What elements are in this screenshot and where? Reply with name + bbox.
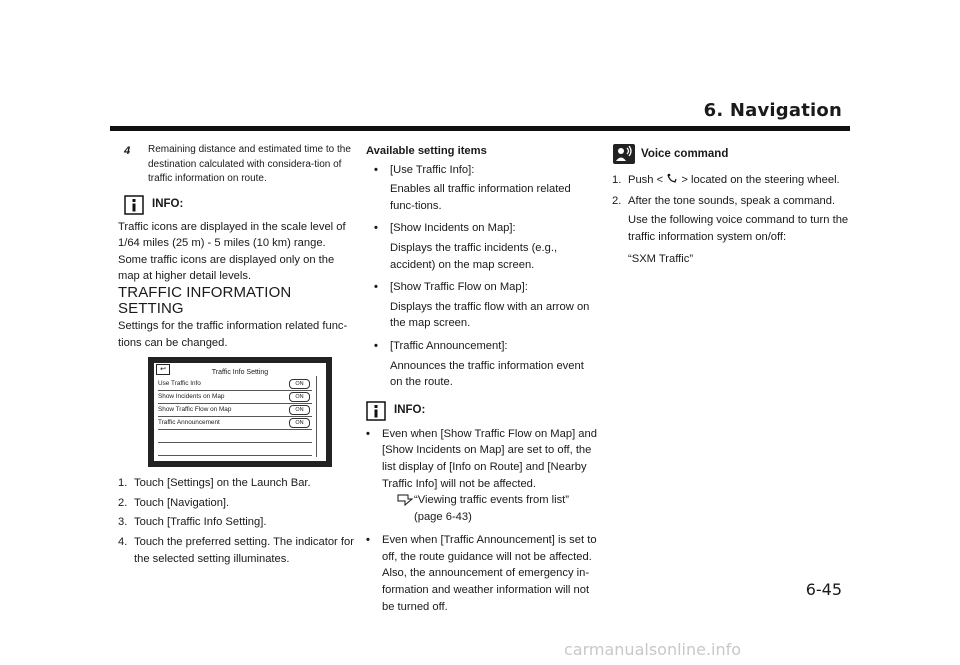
step-number: 4. [118,536,128,549]
setting-item-title: [Show Incidents on Map]: [390,222,516,235]
info-bullet [366,426,598,526]
step-number: 1. [118,477,128,490]
intro-text: Settings for the traffic information related func-tions can be changed. [118,320,348,349]
setting-item-title: [Traffic Announcement]: [390,339,508,352]
toggle-indicator: ON [289,418,310,428]
step-text: Touch [Traffic Info Setting]. [134,516,267,529]
step-text-pre: Push < [628,174,664,186]
column-left [118,143,354,567]
item-4-number: 4 [124,145,131,157]
step-text: Touch [Navigation]. [134,496,230,509]
settings-screen-image [148,357,332,467]
step-number: 2. [118,496,128,509]
watermark: carmanualsonline.info [564,640,742,659]
info-label: INFO: [394,404,426,417]
setting-item-title: [Use Traffic Info]: [390,163,475,176]
setting-item-desc: Displays the traffic incidents (e.g., accident) on the map screen. [390,241,558,271]
page-reference-icon [396,492,414,506]
info-bullet-text: Even when [Show Traffic Flow on Map] and [Show Incidents on Map] are set to off, the list display of [Info on Route] and [Nearby Traffic Info] will not be affected. [382,427,597,490]
screen-row-label: Use Traffic Info [158,380,201,388]
info-icon [124,195,148,215]
column-right [612,143,850,268]
screen-row-empty [158,442,312,456]
screen-row [158,403,312,417]
voice-command-title: Voice command [641,147,729,160]
setting-item-title: [Show Traffic Flow on Map]: [390,281,528,294]
bullet-icon: • [374,339,378,352]
header-rule [110,126,850,131]
screen-inner [154,363,326,461]
screen-row-empty [158,429,312,443]
screen-row-label: Show Traffic Flow on Map [158,406,232,414]
step-3 [118,514,354,531]
info-heading [366,401,598,421]
toggle-indicator: ON [289,392,310,402]
bullet-icon: • [366,427,370,440]
step-2 [118,495,354,512]
info-icon [366,401,390,421]
section-title: 6. Navigation [703,100,842,121]
screen-row [158,390,312,404]
setting-item-desc: Enables all traffic information related func-tions. [390,183,571,212]
info-heading [124,195,354,215]
screen-row-label: Traffic Announcement [158,419,220,427]
voice-command-icon [612,143,636,165]
step-1 [118,475,354,492]
cross-reference [382,492,598,509]
toggle-indicator: ON [289,405,310,415]
section-heading: TRAFFIC INFORMATION SETTING [118,283,292,318]
step-number: 2. [612,194,622,207]
info-bullet-text: Even when [Traffic Announcement] is set to off, the route guidance will not be affected. Also, the announcement of emergency in-formation and weather information will not be turned off. [382,534,597,613]
page-number: 6-45 [805,580,842,599]
item-4-text: Remaining distance and estimated time to the destination calculated with considera-tion of traffic information on route. [148,144,351,184]
info-text: Traffic icons are displayed in the scale level of 1/64 miles (25 m) - 5 miles (10 km) range. Some traffic icons are displayed only on the map at higher detail levels. [118,220,346,283]
setting-item-desc: Displays the traffic flow with an arrow on the map screen. [390,300,590,330]
setting-item [374,220,598,273]
column-middle [366,143,598,615]
step-number: 1. [612,174,622,186]
screen-row [158,416,312,430]
reference-page: (page 6-43) [414,510,472,523]
toggle-indicator: ON [289,379,310,389]
step-text: Touch [Settings] on the Launch Bar. [134,477,311,490]
step-text: Touch the preferred setting. The indicator for the selected setting illuminates. [134,536,354,565]
step-text: After the tone sounds, speak a command. [628,194,836,207]
bullet-icon: • [374,222,378,235]
voice-command-heading [612,143,850,165]
setting-item [374,279,598,332]
bullet-icon: • [366,534,370,547]
talk-switch-icon [666,173,678,184]
step-text-post: > located on the steering wheel. [681,174,840,186]
setting-item-desc: Announces the traffic information event on the route. [390,359,584,389]
info-label: INFO: [152,198,184,211]
item-4 [118,143,354,187]
step-number: 3. [118,516,128,529]
screen-row-label: Show Incidents on Map [158,393,225,401]
reference-text: “Viewing traffic events from list” [414,494,570,507]
scrollbar [316,376,323,457]
available-items-heading: Available setting items [366,145,487,157]
voice-command-phrase: “SXM Traffic” [628,253,694,266]
back-icon: ↩ [156,364,170,375]
voice-step-2-detail: Use the following voice command to turn the traffic information system on/off: [628,214,849,243]
screen-row [158,377,312,391]
voice-step-2 [612,193,850,210]
bullet-icon: • [374,163,378,176]
step-4 [118,534,354,567]
setting-item [374,162,598,215]
setting-item [374,338,598,391]
screen-title: Traffic Info Setting [211,369,269,377]
voice-step-1 [612,172,850,189]
info-bullet [366,532,598,615]
bullet-icon: • [374,281,378,294]
